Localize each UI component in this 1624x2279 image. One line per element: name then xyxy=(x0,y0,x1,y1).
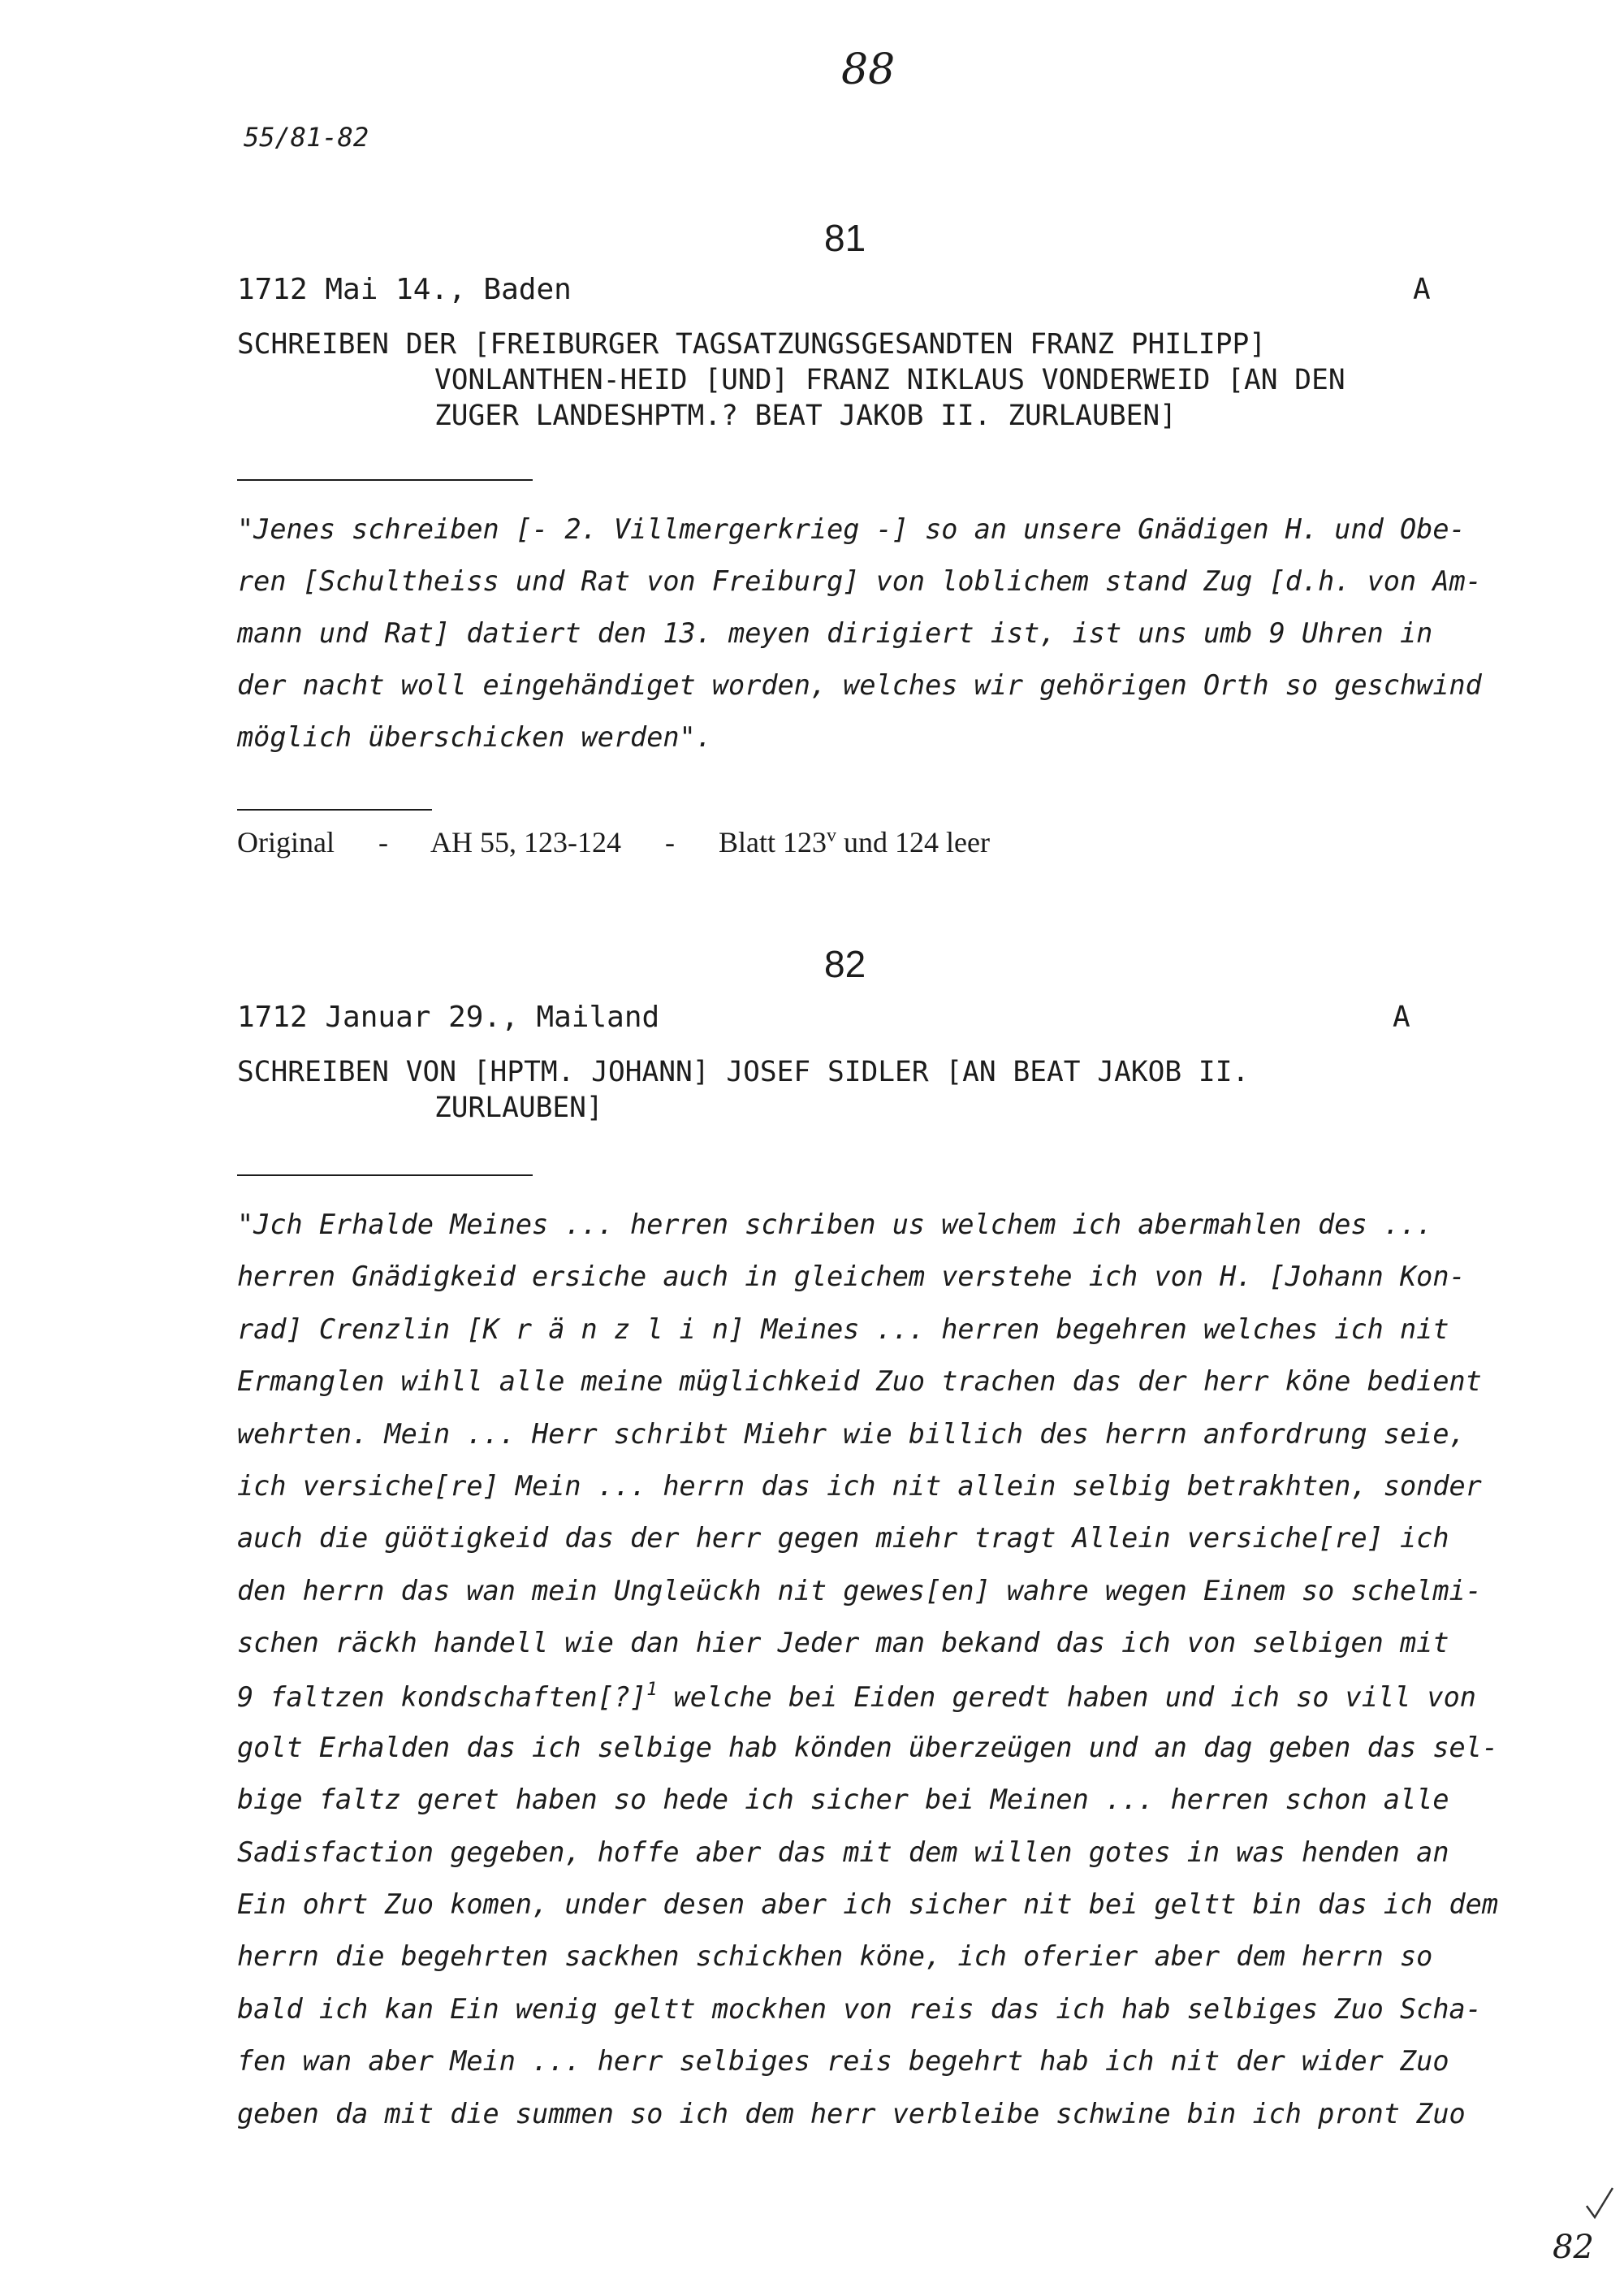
quote-line: der nacht woll eingehändiget worden, welches wir gehörigen Orth so geschwind xyxy=(237,669,1482,701)
quote-line: geben da mit die summen so ich dem herr verbleibe schwine bin ich pront Zuo xyxy=(237,2097,1466,2130)
quote-line: ren [Schultheiss und Rat von Freiburg] von loblichem stand Zug [d.h. von Am- xyxy=(237,565,1482,597)
quote-line: herrn die begehrten sackhen schickhen köne, ich oferier aber dem herrn so xyxy=(237,1940,1433,1973)
title-line: VONLANTHEN-HEID [UND] FRANZ NIKLAUS VONDERWEID [AN DEN xyxy=(434,364,1345,396)
quote-line: bald ich kan Ein wenig geltt mockhen von reis das ich hab selbiges Zuo Scha- xyxy=(237,1992,1482,2025)
quote-line: Ein ohrt Zuo komen, under desen aber ich sicher nit bei geltt bin das ich dem xyxy=(237,1888,1498,1921)
source-note xyxy=(237,825,990,859)
quote-line: "Jch Erhalde Meines ... herren schriben us welchem ich abermahlen des ... xyxy=(237,1209,1433,1240)
title-line: ZURLAUBEN] xyxy=(434,1092,603,1124)
entry-category: A xyxy=(1393,1001,1410,1034)
quote-text xyxy=(237,513,1482,773)
entry-date-place: 1712 Januar 29., Mailand xyxy=(237,1001,660,1034)
quote-text xyxy=(237,1209,1498,2150)
quote-line: schen räckh handell wie dan hier Jeder man bekand das ich von selbigen mit xyxy=(237,1627,1449,1659)
source-label: Original xyxy=(237,826,335,858)
quote-line xyxy=(237,1680,1498,1732)
quote-line: möglich überschicken werden". xyxy=(237,721,712,753)
source-dash: - xyxy=(378,826,388,858)
quote-line-start: 9 faltzen kondschaften[?] xyxy=(237,1680,647,1713)
quote-line: den herrn das wan mein Ungleückh nit gewes[en] wahre wegen Einem so schelmi- xyxy=(237,1574,1482,1607)
corner-mark: 82 xyxy=(1553,2229,1594,2266)
quote-line: wehrten. Mein ... Herr schribt Miehr wie billich des herrn anfordrung seie, xyxy=(237,1417,1466,1450)
section-divider xyxy=(237,809,432,811)
quote-line: bige faltz geret haben so hede ich sicher bei Meinen ... herren schon alle xyxy=(237,1784,1449,1816)
source-archive: AH 55, 123-124 xyxy=(430,826,621,858)
quote-line: auch die güötigkeid das der herr gegen miehr tragt Allein versiche[re] ich xyxy=(237,1522,1449,1555)
title-line: SCHREIBEN VON [HPTM. JOHANN] JOSEF SIDLER [AN BEAT JAKOB II. xyxy=(237,1056,1250,1088)
quote-line: mann und Rat] datiert den 13. meyen dirigiert ist, ist uns umb 9 Uhren in xyxy=(237,617,1433,649)
source-note-text: Blatt 123 xyxy=(718,826,827,858)
source-dash: - xyxy=(664,826,675,858)
entry-category: A xyxy=(1413,273,1431,306)
archive-reference: 55/81-82 xyxy=(244,122,369,153)
footnote-marker: 1 xyxy=(646,1679,658,1700)
superscript-verso: v xyxy=(826,825,836,846)
quote-line: golt Erhalden das ich selbige hab könden überzeügen und an dag geben das sel- xyxy=(237,1731,1498,1763)
entry-date-place: 1712 Mai 14., Baden xyxy=(237,273,572,306)
entry-number: 82 xyxy=(824,943,866,985)
quote-line: Ermanglen wihll alle meine müglichkeid Zuo trachen das der herr köne bedient xyxy=(237,1365,1482,1398)
quote-line: herren Gnädigkeid ersiche auch in gleichem verstehe ich von H. [Johann Kon- xyxy=(237,1261,1466,1293)
source-note-text: und 124 leer xyxy=(843,826,990,858)
page-number: 88 xyxy=(841,45,896,94)
quote-line: ich versiche[re] Mein ... herrn das ich nit allein selbig betrakhten, sonder xyxy=(237,1469,1482,1502)
title-line: ZUGER LANDESHPTM.? BEAT JAKOB II. ZURLAUBEN] xyxy=(434,400,1177,432)
entry-number: 81 xyxy=(824,217,866,259)
quote-line: fen wan aber Mein ... herr selbiges reis begehrt hab ich nit der wider Zuo xyxy=(237,2045,1449,2078)
section-divider xyxy=(237,1174,533,1176)
check-mark-icon xyxy=(1583,2185,1616,2225)
quote-line: rad] Crenzlin [K r ä n z l i n] Meines ... herren begehren welches ich nit xyxy=(237,1312,1449,1345)
entry-title xyxy=(237,1054,1249,1126)
title-line: SCHREIBEN DER [FREIBURGER TAGSATZUNGSGESANDTEN FRANZ PHILIPP] xyxy=(237,328,1267,361)
quote-line-end: welche bei Eiden geredt haben und ich so vill von xyxy=(673,1680,1476,1713)
entry-title xyxy=(237,326,1345,434)
quote-line: Sadisfaction gegeben, hoffe aber das mit dem willen gotes in was henden an xyxy=(237,1836,1449,1868)
quote-line: "Jenes schreiben [- 2. Villmergerkrieg -] so an unsere Gnädigen H. und Obe- xyxy=(237,513,1466,545)
section-divider xyxy=(237,479,533,481)
